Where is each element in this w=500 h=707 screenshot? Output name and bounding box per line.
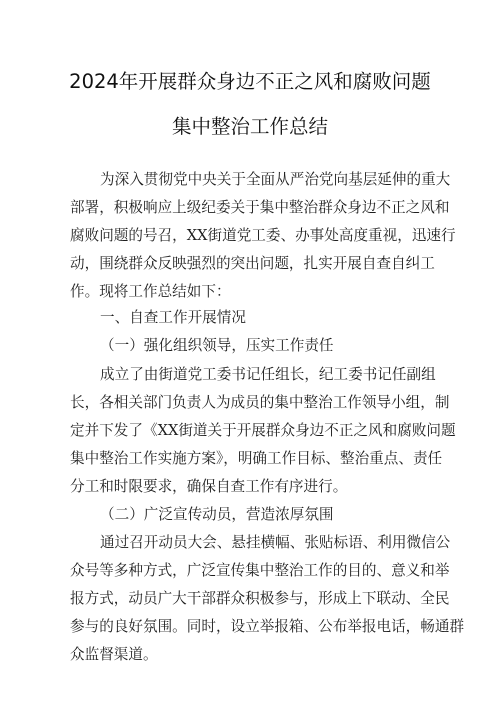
paragraph-line: 通过召开动员大会、悬挂横幅、张贴标语、利用微信公	[100, 534, 451, 551]
document-title-line-1: 2024年开展群众身边不正之风和腐败问题	[69, 70, 431, 93]
subsection-heading: （一）强化组织领导，压实工作责任	[100, 337, 334, 354]
intro-line: 为深入贯彻党中央关于全面从严治党向基层延伸的重大	[100, 171, 451, 188]
paragraph-line: 参与的良好氛围。同时，设立举报箱、公布举报电话，畅通群	[70, 618, 465, 635]
subsection-heading: （二）广泛宣传动员，营造浓厚氛围	[100, 506, 334, 523]
intro-line: 作。现将工作总结如下：	[70, 283, 231, 300]
section-heading: 一、自查工作开展情况	[100, 309, 246, 326]
paragraph-line: 定并下发了《XX街道关于开展群众身边不正之风和腐败问题	[70, 422, 456, 439]
intro-line: 动，围绕群众反映强烈的突出问题，扎实开展自查自纠工	[70, 255, 435, 272]
paragraph-line: 成立了由街道党工委书记任组长，纪工委书记任副组	[100, 366, 436, 383]
paragraph-line: 众监督渠道。	[70, 646, 158, 663]
paragraph-line: 长，各相关部门负责人为成员的集中整治工作领导小组，制	[70, 394, 450, 411]
paragraph-line: 分工和时限要求，确保自查工作有序进行。	[70, 478, 348, 495]
intro-line: 部署，积极响应上级纪委关于集中整治群众身边不正之风和	[70, 199, 450, 216]
intro-line: 腐败问题的号召，XX街道党工委、办事处高度重视，迅速行	[70, 227, 456, 244]
document-title-line-2: 集中整治工作总结	[171, 115, 328, 138]
paragraph-line: 报方式，动员广大干部群众积极参与，形成上下联动、全民	[70, 590, 450, 607]
paragraph-line: 众号等多种方式，广泛宣传集中整治工作的目的、意义和举	[70, 562, 450, 579]
paragraph-line: 集中整治工作实施方案》，明确工作目标、整治重点、责任	[70, 450, 443, 467]
